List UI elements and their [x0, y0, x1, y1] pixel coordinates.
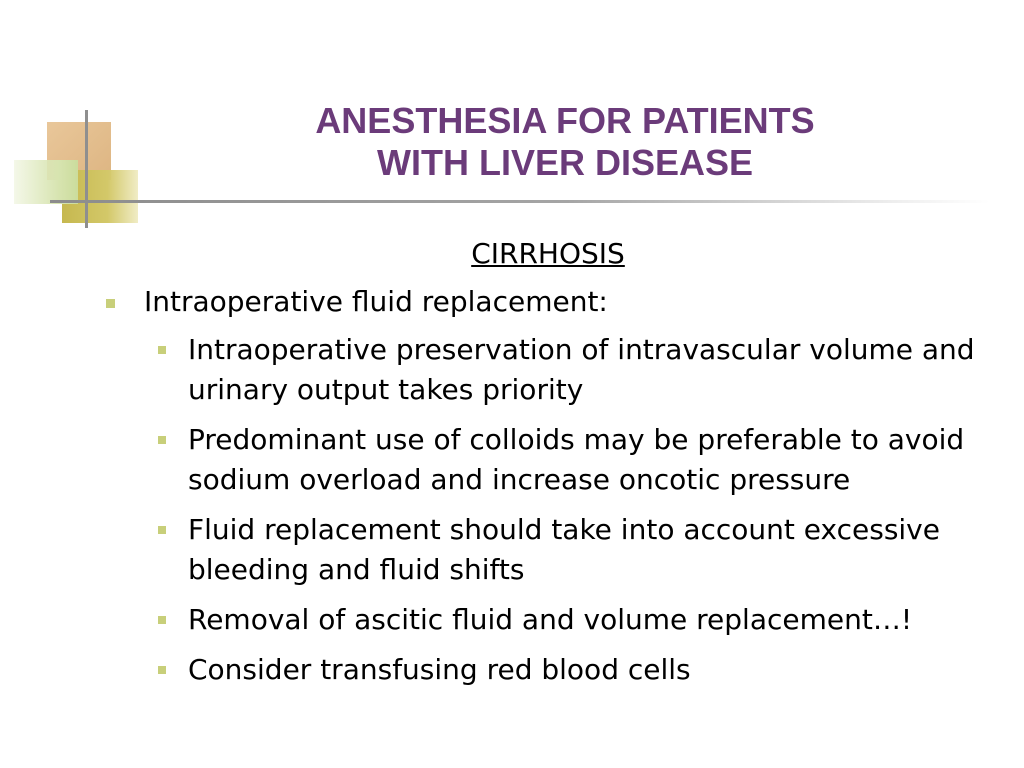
sub-bullet-text: Intraoperative preservation of intravascular volume and urinary output takes priority	[188, 333, 975, 406]
sub-bullet-item	[148, 420, 994, 500]
slide-body	[104, 282, 994, 700]
sub-bullet-item	[148, 510, 994, 590]
title-line-1: ANESTHESIA FOR PATIENTS	[315, 100, 815, 141]
sub-bullet-text: Consider transfusing red blood cells	[188, 653, 691, 686]
sub-bullet-item	[148, 600, 994, 640]
bullet-item	[104, 282, 994, 322]
sub-bullet-item	[148, 650, 994, 690]
square-bullet-icon	[158, 436, 166, 444]
decorative-square-green	[14, 160, 78, 204]
sub-bullet-text: Fluid replacement should take into account excessive bleeding and fluid shifts	[188, 513, 940, 586]
title-line-2: WITH LIVER DISEASE	[376, 142, 754, 183]
sub-bullet-text: Predominant use of colloids may be preferable to avoid sodium overload and increase oncotic pressure	[188, 423, 965, 496]
square-bullet-icon	[158, 526, 166, 534]
sub-bullet-list	[104, 330, 994, 690]
square-bullet-icon	[158, 346, 166, 354]
sub-bullet-item	[148, 330, 994, 410]
section-heading: CIRRHOSIS	[471, 237, 625, 270]
slide-title	[150, 100, 980, 184]
bullet-text: Intraoperative fluid replacement:	[144, 285, 608, 318]
decorative-vertical-line	[85, 110, 88, 228]
title-underline-rule	[50, 200, 990, 203]
square-bullet-icon	[158, 666, 166, 674]
square-bullet-icon	[106, 299, 115, 308]
sub-bullet-text: Removal of ascitic fluid and volume replacement…!	[188, 603, 913, 636]
square-bullet-icon	[158, 616, 166, 624]
